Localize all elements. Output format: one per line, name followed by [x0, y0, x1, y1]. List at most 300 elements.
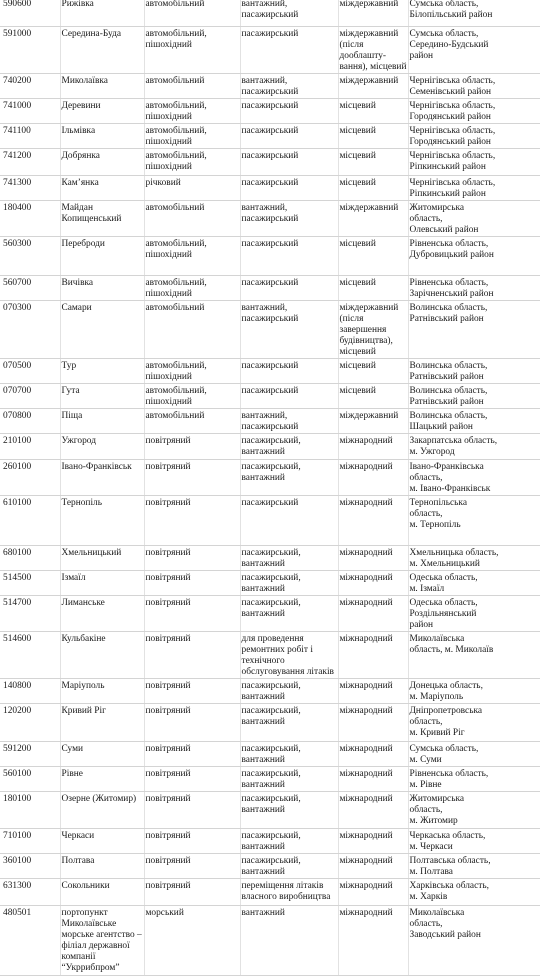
checkpoint-function-cell — [240, 73, 338, 98]
checkpoint-location-text: Житомирська область, м. Житомир — [409, 793, 465, 826]
checkpoint-name-cell — [60, 275, 144, 300]
checkpoint-status-text: міжнародний — [339, 633, 393, 644]
checkpoint-type-text: повітряний — [145, 572, 191, 583]
checkpoint-location-text: Рівненська область, м. Рівне — [409, 768, 489, 790]
checkpoint-name-text: Середина-Буда — [61, 28, 122, 39]
checkpoint-code-text: 560100 — [3, 768, 32, 779]
checkpoint-status-cell — [338, 595, 408, 631]
checkpoint-function-text: вантажний — [241, 907, 285, 918]
checkpoint-function-text: пасажирський — [241, 238, 299, 249]
checkpoint-status-text: місцевий — [339, 150, 376, 161]
checkpoint-name-cell — [60, 703, 144, 741]
table-row — [0, 703, 540, 741]
checkpoint-code-text: 260100 — [3, 461, 32, 472]
checkpoint-function-text: пасажирський, вантажний — [241, 572, 301, 594]
checkpoint-location-cell — [408, 570, 540, 595]
checkpoint-status-cell — [338, 73, 408, 98]
checkpoint-name-cell — [60, 905, 144, 975]
checkpoint-code-cell — [0, 236, 60, 275]
checkpoint-function-cell — [240, 26, 338, 73]
checkpoint-type-cell — [144, 791, 240, 828]
checkpoint-name-cell — [60, 741, 144, 766]
checkpoint-location-text: Житомирська область, Олевський район — [409, 202, 479, 235]
checkpoint-type-text: повітряний — [145, 497, 191, 508]
checkpoint-location-cell — [408, 275, 540, 300]
checkpoint-status-text: місцевий — [339, 125, 376, 136]
checkpoint-code-cell — [0, 26, 60, 73]
checkpoint-status-text: міжнародний — [339, 572, 393, 583]
checkpoint-function-cell — [240, 175, 338, 200]
checkpoint-location-cell — [408, 236, 540, 275]
checkpoint-status-text: міжнародний — [339, 597, 393, 608]
table-row — [0, 383, 540, 408]
table-row — [0, 175, 540, 200]
checkpoint-code-cell — [0, 459, 60, 495]
checkpoint-function-text: пасажирський — [241, 360, 299, 371]
checkpoint-name-text: Гута — [61, 385, 80, 396]
checkpoint-name-cell — [60, 26, 144, 73]
checkpoint-name-text: Ужгород — [61, 435, 96, 446]
checkpoint-code-text: 360100 — [3, 855, 32, 866]
checkpoint-name-cell — [60, 766, 144, 791]
checkpoint-status-text: міжнародний — [339, 768, 393, 779]
checkpoint-function-cell — [240, 433, 338, 459]
checkpoint-type-text: автомобільний, пішохідний — [145, 360, 207, 382]
checkpoint-location-text: Івано-Франківська область, м. Івано-Франківськ — [409, 461, 491, 494]
table-row — [0, 595, 540, 631]
checkpoint-code-text: 180400 — [3, 202, 32, 213]
checkpoint-location-text: Чернігівська область, Ріпкинський район — [409, 150, 496, 172]
checkpoint-function-text: пасажирський, вантажний — [241, 855, 301, 877]
checkpoint-status-cell — [338, 0, 408, 26]
checkpoint-status-text: місцевий — [339, 177, 376, 188]
table-row — [0, 570, 540, 595]
checkpoint-code-text: 480501 — [3, 907, 32, 918]
checkpoint-name-cell — [60, 678, 144, 703]
checkpoint-type-text: автомобільний, пішохідний — [145, 125, 207, 147]
checkpoint-type-cell — [144, 358, 240, 383]
checkpoint-status-cell — [338, 275, 408, 300]
checkpoint-function-cell — [240, 878, 338, 905]
checkpoint-status-cell — [338, 175, 408, 200]
checkpoint-code-text: 120200 — [3, 705, 32, 716]
checkpoint-function-text: пасажирський — [241, 497, 299, 508]
checkpoint-type-text: автомобільний, пішохідний — [145, 28, 207, 50]
checkpoint-status-cell — [338, 200, 408, 236]
checkpoint-status-cell — [338, 703, 408, 741]
checkpoint-code-cell — [0, 791, 60, 828]
checkpoint-name-text: Маріуполь — [61, 680, 105, 691]
checkpoint-location-cell — [408, 433, 540, 459]
checkpoint-type-cell — [144, 545, 240, 570]
checkpoint-function-text: вантажний, пасажирський — [241, 75, 299, 97]
checkpoint-location-cell — [408, 408, 540, 433]
checkpoint-location-cell — [408, 300, 540, 358]
checkpoint-location-text: Закарпатська область, м. Ужгород — [409, 435, 498, 457]
checkpoint-function-text: пасажирський — [241, 28, 299, 39]
checkpoint-name-cell — [60, 631, 144, 678]
checkpoint-type-cell — [144, 570, 240, 595]
checkpoint-name-cell — [60, 545, 144, 570]
checkpoint-code-cell — [0, 495, 60, 545]
checkpoint-code-cell — [0, 0, 60, 26]
checkpoint-function-text: пасажирський, вантажний — [241, 435, 301, 457]
checkpoint-code-text: 514600 — [3, 633, 32, 644]
checkpoint-status-text: місцевий — [339, 238, 376, 249]
table-row — [0, 905, 540, 975]
checkpoint-location-text: Харківська область, м. Харків — [409, 880, 489, 902]
checkpoint-location-cell — [408, 595, 540, 631]
checkpoint-type-cell — [144, 853, 240, 878]
checkpoint-status-cell — [338, 98, 408, 123]
checkpoint-type-cell — [144, 383, 240, 408]
checkpoint-function-text: пасажирський — [241, 277, 299, 288]
table-row — [0, 459, 540, 495]
checkpoint-type-cell — [144, 408, 240, 433]
checkpoint-function-cell — [240, 123, 338, 148]
checkpoint-code-text: 741000 — [3, 100, 32, 111]
checkpoint-code-cell — [0, 595, 60, 631]
checkpoint-code-text: 710100 — [3, 830, 32, 841]
checkpoint-name-text: Миколаївка — [61, 75, 108, 86]
checkpoint-status-text: міждержавний — [339, 75, 399, 86]
checkpoint-location-text: Волинська область, Ратнівський район — [409, 302, 488, 324]
checkpoint-location-text: Хмельницька область, м. Хмельницький — [409, 547, 499, 569]
checkpoint-function-text: пасажирський — [241, 177, 299, 188]
checkpoint-code-cell — [0, 98, 60, 123]
checkpoint-function-cell — [240, 595, 338, 631]
checkpoint-type-cell — [144, 631, 240, 678]
checkpoint-status-text: міжнародний — [339, 855, 393, 866]
checkpoint-location-text: Сумська область, Середино-Будський район — [409, 28, 489, 61]
checkpoint-code-text: 591000 — [3, 28, 32, 39]
checkpoint-function-cell — [240, 741, 338, 766]
checkpoint-name-cell — [60, 0, 144, 26]
checkpoint-code-cell — [0, 300, 60, 358]
checkpoint-location-cell — [408, 0, 540, 26]
checkpoint-code-text: 591200 — [3, 743, 32, 754]
checkpoint-function-cell — [240, 828, 338, 853]
checkpoint-function-text: пасажирський — [241, 125, 299, 136]
checkpoint-function-cell — [240, 545, 338, 570]
checkpoint-status-text: міжнародний — [339, 793, 393, 804]
checkpoint-status-cell — [338, 358, 408, 383]
checkpoint-status-cell — [338, 236, 408, 275]
checkpoint-location-cell — [408, 26, 540, 73]
checkpoint-function-cell — [240, 766, 338, 791]
checkpoint-status-text: міжнародний — [339, 830, 393, 841]
checkpoint-name-text: Рижівка — [61, 0, 94, 9]
checkpoint-type-cell — [144, 703, 240, 741]
table-row — [0, 408, 540, 433]
checkpoint-location-text: Полтавська область, м. Полтава — [409, 855, 491, 877]
checkpoint-status-cell — [338, 678, 408, 703]
checkpoint-code-cell — [0, 905, 60, 975]
checkpoint-function-text: вантажний, пасажирський — [241, 410, 299, 432]
checkpoint-code-text: 560700 — [3, 277, 32, 288]
checkpoint-location-cell — [408, 678, 540, 703]
checkpoint-type-text: повітряний — [145, 461, 191, 472]
checkpoint-status-text: міжнародний — [339, 547, 393, 558]
checkpoint-type-cell — [144, 495, 240, 545]
checkpoint-status-cell — [338, 878, 408, 905]
checkpoint-function-text: пасажирський — [241, 150, 299, 161]
checkpoint-location-cell — [408, 175, 540, 200]
checkpoint-location-text: Чернігівська область, Городянський район — [409, 125, 496, 147]
checkpoint-status-cell — [338, 495, 408, 545]
checkpoint-type-cell — [144, 433, 240, 459]
checkpoint-function-cell — [240, 631, 338, 678]
checkpoint-status-cell — [338, 300, 408, 358]
checkpoint-status-cell — [338, 741, 408, 766]
checkpoint-status-text: міжнародний — [339, 705, 393, 716]
checkpoint-type-text: повітряний — [145, 597, 191, 608]
checkpoint-name-text: Озерне (Житомир) — [61, 793, 137, 804]
checkpoint-function-text: переміщення літаків власного виробництва — [241, 880, 331, 902]
checkpoint-name-cell — [60, 791, 144, 828]
checkpoint-status-cell — [338, 905, 408, 975]
checkpoint-status-text: міжнародний — [339, 880, 393, 891]
checkpoint-type-text: повітряний — [145, 743, 191, 754]
checkpoint-function-cell — [240, 495, 338, 545]
checkpoint-type-cell — [144, 741, 240, 766]
table-row — [0, 853, 540, 878]
checkpoint-code-text: 070800 — [3, 410, 32, 421]
checkpoint-location-text: Волинська область, Ратнівський район — [409, 360, 488, 382]
checkpoint-status-text: міждержавний — [339, 0, 399, 9]
checkpoint-name-cell — [60, 853, 144, 878]
checkpoint-status-text: міждержавний (після завершення будівництва), місцевий — [339, 302, 399, 357]
checkpoint-function-cell — [240, 383, 338, 408]
checkpoint-function-cell — [240, 275, 338, 300]
checkpoint-type-text: повітряний — [145, 793, 191, 804]
checkpoint-location-text: Дніпропетровська область, м. Кривий Ріг — [409, 705, 483, 738]
checkpoint-status-text: міжнародний — [339, 461, 393, 472]
checkpoint-type-cell — [144, 236, 240, 275]
table-row — [0, 98, 540, 123]
checkpoint-status-text: міжнародний — [339, 680, 393, 691]
checkpoint-type-text: автомобільний — [145, 302, 205, 313]
checkpoint-location-cell — [408, 545, 540, 570]
checkpoint-code-text: 210100 — [3, 435, 32, 446]
checkpoint-status-cell — [338, 766, 408, 791]
checkpoint-status-text: місцевий — [339, 100, 376, 111]
checkpoint-function-text: пасажирський, вантажний — [241, 680, 301, 702]
checkpoint-code-text: 070300 — [3, 302, 32, 313]
checkpoint-location-text: Чернігівська область, Семенівський район — [409, 75, 496, 97]
checkpoint-status-cell — [338, 408, 408, 433]
checkpoint-code-cell — [0, 200, 60, 236]
checkpoint-function-text: пасажирський — [241, 100, 299, 111]
checkpoint-name-text: Кривий Ріг — [61, 705, 106, 716]
checkpoint-name-cell — [60, 175, 144, 200]
checkpoint-name-cell — [60, 878, 144, 905]
checkpoint-type-text: повітряний — [145, 768, 191, 779]
checkpoint-location-text: Волинська область, Шацький район — [409, 410, 488, 432]
checkpoint-name-text: Тернопіль — [61, 497, 102, 508]
checkpoint-type-text: автомобільний, пішохідний — [145, 150, 207, 172]
checkpoint-location-text: Рівненська область, Зарічненський район — [409, 277, 494, 299]
checkpoint-type-text: автомобільний — [145, 0, 205, 9]
checkpoint-function-cell — [240, 678, 338, 703]
checkpoint-function-text: пасажирський, вантажний — [241, 597, 301, 619]
table-row — [0, 26, 540, 73]
checkpoint-code-text: 610100 — [3, 497, 32, 508]
checkpoint-location-cell — [408, 878, 540, 905]
checkpoint-location-text: Миколаївська область, Заводський район — [409, 907, 481, 940]
checkpoint-name-text: Самари — [61, 302, 92, 313]
checkpoint-status-cell — [338, 433, 408, 459]
checkpoint-name-cell — [60, 73, 144, 98]
checkpoint-type-text: морський — [145, 907, 184, 918]
checkpoint-code-cell — [0, 408, 60, 433]
checkpoint-status-cell — [338, 631, 408, 678]
checkpoint-name-text: портопункт Миколаївське морське агентство – філіал державної компанії “Укррибпром” — [61, 907, 142, 973]
checkpoint-function-text: пасажирський, вантажний — [241, 743, 301, 765]
checkpoint-type-text: повітряний — [145, 547, 191, 558]
checkpoint-name-cell — [60, 495, 144, 545]
checkpoint-status-cell — [338, 828, 408, 853]
checkpoint-code-text: 680100 — [3, 547, 32, 558]
checkpoint-code-text: 740200 — [3, 75, 32, 86]
checkpoint-type-text: повітряний — [145, 880, 191, 891]
checkpoint-function-cell — [240, 98, 338, 123]
checkpoint-status-text: міжнародний — [339, 497, 393, 508]
checkpoint-code-text: 590600 — [3, 0, 32, 9]
table-row — [0, 545, 540, 570]
checkpoint-type-cell — [144, 175, 240, 200]
checkpoint-code-cell — [0, 828, 60, 853]
checkpoint-type-text: повітряний — [145, 680, 191, 691]
checkpoint-type-text: автомобільний — [145, 75, 205, 86]
checkpoint-type-cell — [144, 878, 240, 905]
checkpoint-type-text: повітряний — [145, 633, 191, 644]
table-row — [0, 358, 540, 383]
checkpoint-location-cell — [408, 495, 540, 545]
checkpoint-type-text: річковий — [145, 177, 181, 188]
checkpoint-code-text: 560300 — [3, 238, 32, 249]
checkpoint-name-cell — [60, 408, 144, 433]
table-row — [0, 791, 540, 828]
checkpoint-status-text: міжнародний — [339, 743, 393, 754]
checkpoint-function-text: вантажний, пасажирський — [241, 202, 299, 224]
checkpoint-type-cell — [144, 0, 240, 26]
checkpoint-code-cell — [0, 545, 60, 570]
checkpoint-type-text: повітряний — [145, 830, 191, 841]
checkpoint-name-text: Кам’янка — [61, 177, 99, 188]
checkpoint-status-cell — [338, 570, 408, 595]
checkpoint-name-cell — [60, 595, 144, 631]
checkpoint-name-text: Суми — [61, 743, 84, 754]
checkpoint-name-text: Полтава — [61, 855, 95, 866]
checkpoint-type-text: повітряний — [145, 855, 191, 866]
checkpoint-type-cell — [144, 200, 240, 236]
checkpoint-type-text: автомобільний, пішохідний — [145, 385, 207, 407]
checkpoint-function-text: пасажирський, вантажний — [241, 547, 301, 569]
checkpoint-location-cell — [408, 148, 540, 175]
checkpoint-location-cell — [408, 73, 540, 98]
checkpoint-status-text: міжнародний — [339, 435, 393, 446]
checkpoint-function-cell — [240, 570, 338, 595]
checkpoint-name-text: Деревини — [61, 100, 101, 111]
checkpoint-location-text: Тернопільська область, м. Тернопіль — [409, 497, 468, 530]
checkpoint-location-cell — [408, 200, 540, 236]
checkpoint-code-text: 514500 — [3, 572, 32, 583]
checkpoint-name-text: Ізмаїл — [61, 572, 86, 583]
checkpoint-code-text: 631300 — [3, 880, 32, 891]
checkpoint-status-cell — [338, 459, 408, 495]
table-row — [0, 828, 540, 853]
checkpoint-function-text: вантажний, пасажирський — [241, 0, 299, 20]
checkpoint-code-cell — [0, 73, 60, 98]
checkpoint-name-text: Черкаси — [61, 830, 95, 841]
table-row — [0, 148, 540, 175]
checkpoint-code-text: 741100 — [3, 125, 31, 136]
checkpoint-type-cell — [144, 595, 240, 631]
checkpoint-status-cell — [338, 791, 408, 828]
checkpoint-location-text: Миколаївська область, м. Миколаїв — [409, 633, 494, 655]
checkpoint-type-cell — [144, 275, 240, 300]
checkpoint-type-cell — [144, 300, 240, 358]
checkpoint-function-text: пасажирський, вантажний — [241, 461, 301, 483]
checkpoint-name-cell — [60, 98, 144, 123]
checkpoint-name-cell — [60, 459, 144, 495]
checkpoint-function-text: пасажирський, вантажний — [241, 705, 301, 727]
checkpoint-location-cell — [408, 98, 540, 123]
checkpoint-code-cell — [0, 148, 60, 175]
checkpoint-code-cell — [0, 853, 60, 878]
checkpoint-function-text: пасажирський — [241, 385, 299, 396]
checkpoint-function-cell — [240, 459, 338, 495]
checkpoint-code-text: 070700 — [3, 385, 32, 396]
checkpoint-name-cell — [60, 148, 144, 175]
checkpoint-type-cell — [144, 98, 240, 123]
checkpoint-code-cell — [0, 383, 60, 408]
checkpoint-function-cell — [240, 200, 338, 236]
table-row — [0, 275, 540, 300]
checkpoint-function-cell — [240, 300, 338, 358]
checkpoint-code-cell — [0, 275, 60, 300]
checkpoint-code-cell — [0, 741, 60, 766]
checkpoint-name-cell — [60, 236, 144, 275]
checkpoint-code-text: 180100 — [3, 793, 32, 804]
checkpoint-code-cell — [0, 358, 60, 383]
checkpoint-location-text: Волинська область, Ратнівський район — [409, 385, 488, 407]
checkpoint-location-cell — [408, 828, 540, 853]
checkpoint-status-text: міждержавний (після дооблашту- вання), місцевий — [339, 28, 407, 72]
checkpoint-status-text: міждержавний — [339, 410, 399, 421]
checkpoint-location-text: Чернігівська область, Городянський район — [409, 100, 496, 122]
checkpoint-location-text: Рівненська область, Дубровицький район — [409, 238, 494, 260]
checkpoint-location-text: Донецька область, м. Маріуполь — [409, 680, 483, 702]
checkpoint-code-cell — [0, 175, 60, 200]
checkpoint-location-cell — [408, 358, 540, 383]
checkpoint-name-text: Добрянка — [61, 150, 100, 161]
checkpoint-code-cell — [0, 433, 60, 459]
checkpoint-status-text: міждержавний — [339, 202, 399, 213]
checkpoint-status-cell — [338, 383, 408, 408]
checkpoint-status-cell — [338, 545, 408, 570]
checkpoint-function-cell — [240, 358, 338, 383]
checkpoint-type-text: автомобільний — [145, 202, 205, 213]
checkpoint-location-cell — [408, 853, 540, 878]
checkpoint-status-cell — [338, 148, 408, 175]
checkpoint-function-text: вантажний, пасажирський — [241, 302, 299, 324]
checkpoint-name-cell — [60, 200, 144, 236]
checkpoint-name-text: Івано-Франківськ — [61, 461, 132, 472]
checkpoint-function-cell — [240, 853, 338, 878]
checkpoint-function-cell — [240, 905, 338, 975]
